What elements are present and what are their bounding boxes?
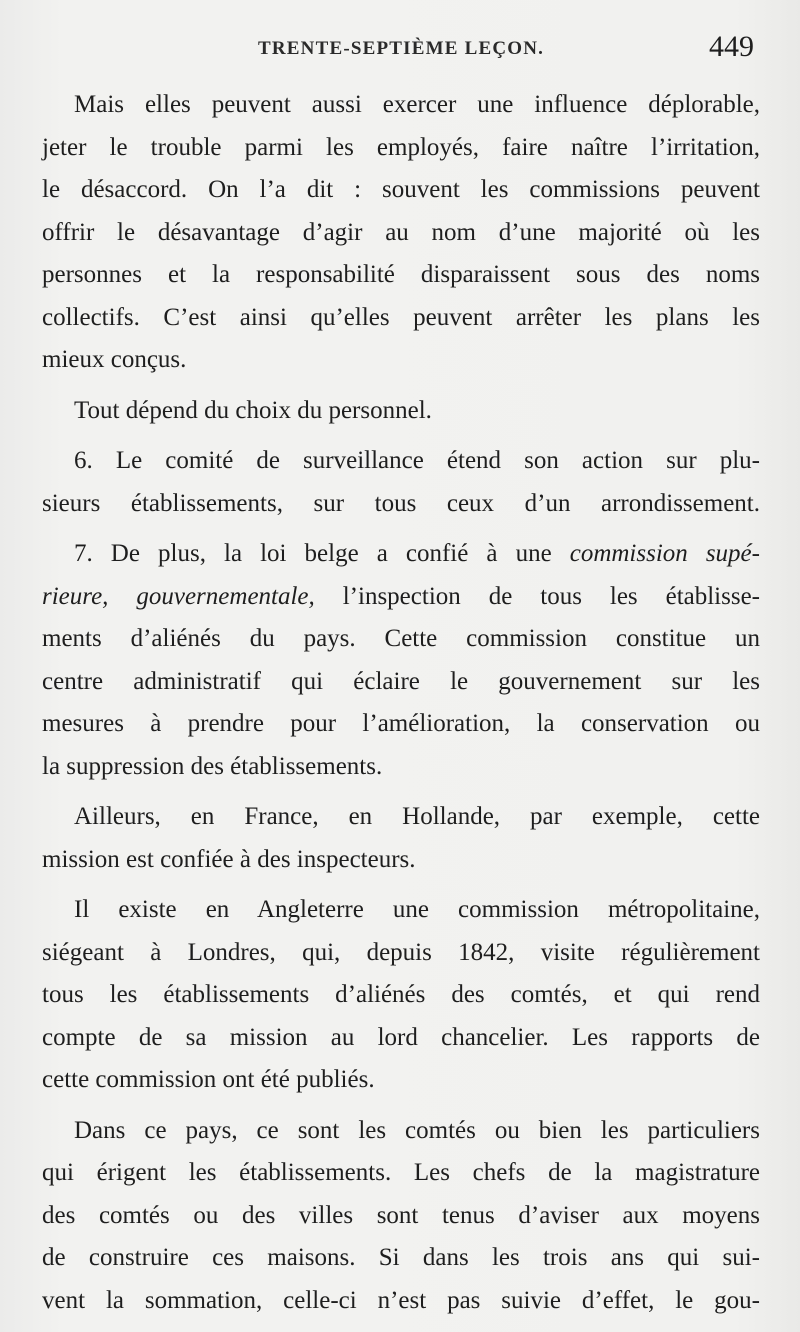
paragraph	[42, 533, 760, 788]
text-line: mieux conçus.	[42, 346, 187, 373]
paragraph	[42, 440, 760, 525]
text-line: de construire ces maisons. Si dans les trois ans qui sui-	[42, 1244, 760, 1271]
text-line: offrir le désavantage d’agir au nom d’une majorité où les	[42, 218, 760, 246]
text-line: qui érigent les établissements. Les chefs de la magistrature	[42, 1159, 760, 1186]
paragraph	[42, 889, 760, 1102]
text-line: mission est confiée à des inspecteurs.	[42, 845, 416, 873]
paragraph	[42, 390, 760, 433]
text-line	[42, 533, 760, 576]
text-line: 6. Le comité de surveillance étend son action sur plu-	[74, 447, 760, 474]
paragraph	[42, 1110, 760, 1323]
text-line	[42, 576, 760, 619]
text-line: cette commission ont été publiés.	[42, 1066, 375, 1093]
paragraph	[42, 84, 760, 382]
text-line: des comtés ou des villes sont tenus d’aviser aux moyens	[42, 1201, 760, 1229]
text-line: ments d’aliénés du pays. Cette commission constitue un	[42, 625, 760, 652]
text-line: Mais elles peuvent aussi exercer une influence déplorable,	[74, 91, 760, 118]
text-line: jeter le trouble parmi les employés, faire naître l’irritation,	[42, 133, 760, 161]
text-line: siégeant à Londres, qui, depuis 1842, visite régulièrement	[42, 938, 760, 966]
text-line: personnes et la responsabilité disparaissent sous des noms	[42, 261, 760, 288]
text-line: compte de sa mission au lord chancelier. Les rapports de	[42, 1023, 760, 1051]
running-head: TRENTE-SEPTIÈME LEÇON.	[258, 38, 545, 59]
italic-text: commission supé-	[569, 540, 760, 567]
page-number: 449	[709, 30, 754, 63]
text-line: vent la sommation, celle-ci n’est pas suivie d’effet, le gou-	[42, 1286, 760, 1314]
text-line: Ailleurs, en France, en Hollande, par exemple, cette	[74, 803, 760, 830]
text-segment: 7. De plus, la loi belge a confié à une	[74, 540, 570, 567]
text-line: collectifs. C’est ainsi qu’elles peuvent arrêter les plans les	[42, 303, 760, 331]
text-line: Il existe en Angleterre une commission métropolitaine,	[74, 896, 760, 923]
text-line: Tout dépend du choix du personnel.	[74, 396, 432, 424]
text-segment: l’inspection de tous les établisse-	[314, 582, 761, 610]
text-line: sieurs établissements, sur tous ceux d’un arrondissement.	[42, 489, 760, 517]
text-line: la suppression des établissements.	[42, 752, 383, 780]
text-line: mesures à prendre pour l’amélioration, la conservation ou	[42, 710, 760, 737]
text-line: tous les établissements d’aliénés des comtés, et qui rend	[42, 981, 760, 1008]
italic-text: rieure, gouvernementale,	[42, 582, 315, 610]
body-text	[42, 84, 760, 1330]
text-line: le désaccord. On l’a dit : souvent les commissions peuvent	[42, 176, 760, 203]
text-line: Dans ce pays, ce sont les comtés ou bien les particuliers	[74, 1116, 760, 1144]
paragraph	[42, 796, 760, 881]
text-line: centre administratif qui éclaire le gouvernement sur les	[42, 667, 760, 695]
